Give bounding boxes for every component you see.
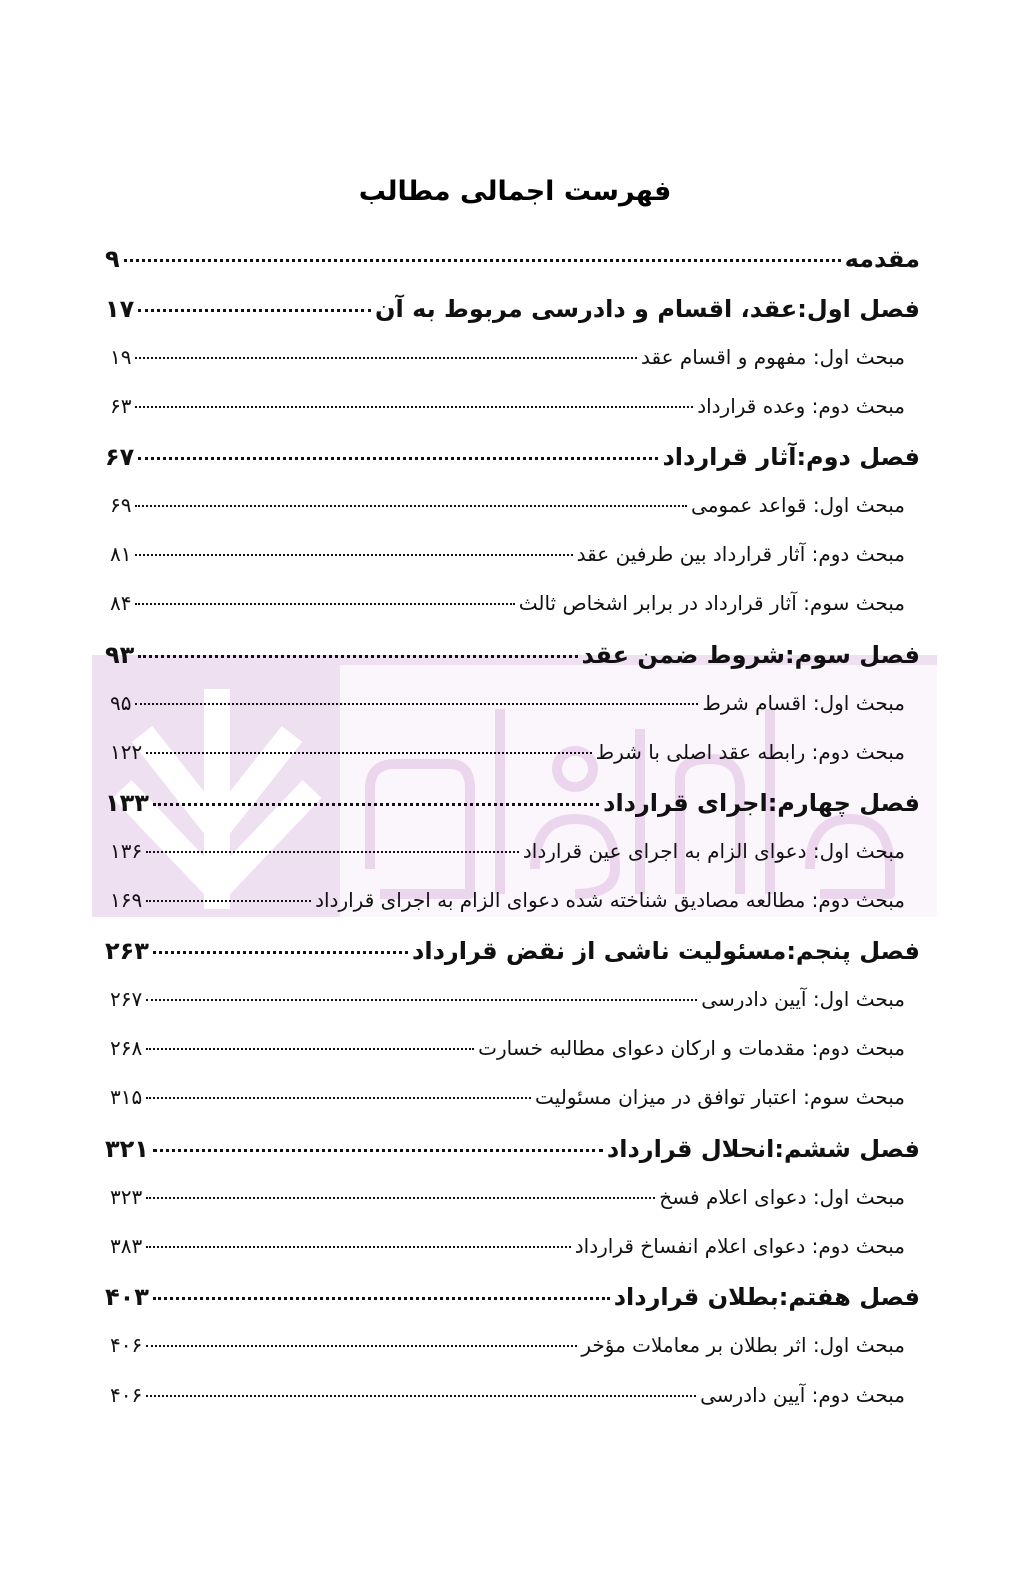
dot-leader bbox=[146, 1395, 696, 1397]
entry-title: مبحث اول: دعوای الزام به اجرای عین قرارداد bbox=[522, 839, 905, 863]
entry-title: مبحث اول: اثر بطلان بر معاملات مؤخر bbox=[581, 1333, 905, 1357]
dot-leader bbox=[146, 752, 591, 754]
page-number: ۱۷ bbox=[105, 295, 135, 323]
page-number: ۳۲۱ bbox=[105, 1135, 149, 1163]
entry-title: مبحث دوم: مطالعه مصادیق شناخته شده دعوای الزام به اجرای قرارداد bbox=[315, 888, 905, 912]
toc-chapter-entry bbox=[105, 641, 920, 681]
entry-title: فصل اول:عقد، اقسام و دادرسی مربوط به آن bbox=[375, 295, 920, 323]
toc-section-entry bbox=[110, 345, 905, 385]
entry-title: فصل هفتم:بطلان قرارداد bbox=[613, 1283, 920, 1311]
toc-section-entry bbox=[110, 1185, 905, 1225]
toc-section-entry bbox=[110, 740, 905, 780]
page-number: ۴۰۶ bbox=[110, 1333, 143, 1357]
dot-leader bbox=[146, 1246, 571, 1248]
entry-title: مبحث اول: اقسام شرط bbox=[702, 691, 905, 715]
entry-title: مبحث دوم: رابطه عقد اصلی با شرط bbox=[595, 740, 905, 764]
toc-chapter-entry bbox=[105, 443, 920, 483]
dot-leader bbox=[146, 1097, 531, 1099]
toc-section-entry bbox=[110, 839, 905, 879]
dot-leader bbox=[135, 703, 698, 705]
toc-section-entry bbox=[110, 1383, 905, 1423]
dot-leader bbox=[153, 1297, 610, 1300]
toc-section-entry bbox=[110, 394, 905, 434]
toc-chapter-entry bbox=[105, 789, 920, 829]
page-number: ۱۲۲ bbox=[110, 740, 143, 764]
dot-leader bbox=[146, 1048, 474, 1050]
entry-title: مبحث دوم: وعده قرارداد bbox=[697, 394, 905, 418]
page-number: ۶۹ bbox=[110, 493, 132, 517]
page-number: ۱۳۶ bbox=[110, 839, 143, 863]
entry-title: مبحث سوم: اعتبار توافق در میزان مسئولیت bbox=[535, 1085, 905, 1109]
dot-leader bbox=[146, 1345, 577, 1347]
page-number: ۳۱۵ bbox=[110, 1085, 143, 1109]
entry-title: فصل ششم:انحلال قرارداد bbox=[606, 1135, 920, 1163]
page-number: ۳۸۳ bbox=[110, 1234, 143, 1258]
entry-title: مبحث اول: آیین دادرسی bbox=[701, 987, 905, 1011]
dot-leader bbox=[135, 603, 514, 605]
dot-leader bbox=[135, 505, 687, 507]
dot-leader bbox=[146, 851, 519, 853]
entry-title: مبحث دوم: آثار قرارداد بین طرفین عقد bbox=[576, 542, 905, 566]
page-number: ۹۳ bbox=[105, 641, 135, 669]
page-title: فهرست اجمالی مطالب bbox=[358, 176, 672, 207]
page-number: ۲۶۷ bbox=[110, 987, 143, 1011]
toc-section-entry bbox=[110, 493, 905, 533]
entry-title: مبحث دوم: دعوای اعلام انفساخ قرارداد bbox=[574, 1234, 905, 1258]
page-number: ۳۲۳ bbox=[110, 1185, 143, 1209]
toc-section-entry bbox=[110, 691, 905, 731]
entry-title: فصل سوم:شروط ضمن عقد bbox=[581, 641, 920, 669]
page-number: ۶۳ bbox=[110, 394, 132, 418]
entry-title: فصل چهارم:اجرای قرارداد bbox=[603, 789, 920, 817]
dot-leader bbox=[146, 900, 311, 902]
entry-title: مبحث دوم: مقدمات و ارکان دعوای مطالبه خسارت bbox=[478, 1036, 905, 1060]
page-number: ۸۱ bbox=[110, 542, 132, 566]
page-number: ۴۰۳ bbox=[105, 1283, 149, 1311]
toc-section-entry bbox=[110, 542, 905, 582]
toc-chapter-entry bbox=[105, 245, 920, 285]
toc-section-entry bbox=[110, 987, 905, 1027]
page-number: ۶۷ bbox=[105, 443, 135, 471]
entry-title: مبحث سوم: آثار قرارداد در برابر اشخاص ثالث bbox=[518, 591, 905, 615]
toc-section-entry bbox=[110, 1333, 905, 1373]
entry-title: مقدمه bbox=[844, 245, 920, 273]
page-number: ۸۴ bbox=[110, 591, 132, 615]
entry-title: مبحث اول: دعوای اعلام فسخ bbox=[659, 1185, 905, 1209]
toc-section-entry bbox=[110, 1085, 905, 1125]
entry-title: مبحث اول: قواعد عمومی bbox=[691, 493, 905, 517]
page-number: ۱۶۹ bbox=[110, 888, 143, 912]
toc-chapter-entry bbox=[105, 1135, 920, 1175]
toc-chapter-entry bbox=[105, 295, 920, 335]
dot-leader bbox=[138, 309, 371, 312]
entry-title: فصل پنجم:مسئولیت ناشی از نقض قرارداد bbox=[412, 937, 920, 965]
toc-section-entry bbox=[110, 888, 905, 928]
dot-leader bbox=[153, 951, 408, 954]
toc-section-entry bbox=[110, 1036, 905, 1076]
entry-title: فصل دوم:آثار قرارداد bbox=[662, 443, 920, 471]
page-number: ۱۹ bbox=[110, 345, 132, 369]
toc-chapter-entry bbox=[105, 937, 920, 977]
page-number: ۴۰۶ bbox=[110, 1383, 143, 1407]
toc-section-entry bbox=[110, 1234, 905, 1274]
dot-leader bbox=[135, 554, 572, 556]
dot-leader bbox=[138, 457, 658, 460]
dot-leader bbox=[135, 357, 637, 359]
dot-leader bbox=[153, 803, 599, 806]
page-number: ۹۵ bbox=[110, 691, 132, 715]
entry-title: مبحث اول: مفهوم و اقسام عقد bbox=[641, 345, 905, 369]
dot-leader bbox=[146, 999, 697, 1001]
page-number: ۹ bbox=[105, 245, 120, 273]
dot-leader bbox=[153, 1149, 603, 1152]
page-number: ۱۳۳ bbox=[105, 789, 149, 817]
entry-title: مبحث دوم: آیین دادرسی bbox=[700, 1383, 905, 1407]
page-number: ۲۶۸ bbox=[110, 1036, 143, 1060]
toc-chapter-entry bbox=[105, 1283, 920, 1323]
toc-section-entry bbox=[110, 591, 905, 631]
dot-leader bbox=[124, 259, 841, 262]
page-number: ۲۶۳ bbox=[105, 937, 149, 965]
dot-leader bbox=[135, 406, 693, 408]
dot-leader bbox=[146, 1197, 655, 1199]
dot-leader bbox=[138, 655, 577, 658]
